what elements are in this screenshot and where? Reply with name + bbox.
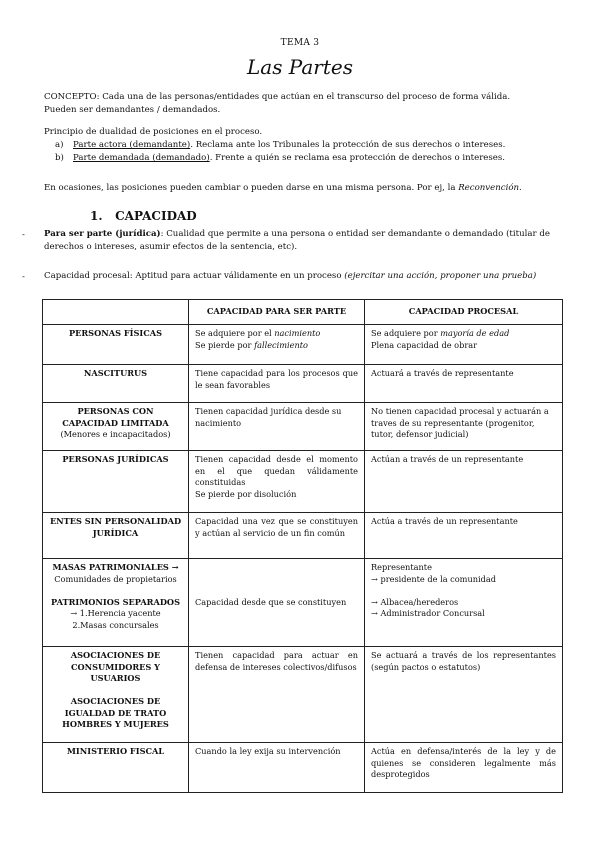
section-number: 1. xyxy=(90,209,103,223)
table-cell: Capacidad desde que se constituyen xyxy=(189,559,365,647)
cell-text: → Administrador Concursal xyxy=(371,608,485,618)
table-cell: No tienen capacidad procesal y actuarán a traves de su representante (progenitor, tutor, defensor judicial) xyxy=(365,403,563,451)
table-cell: Cuando la ley exija su intervención xyxy=(189,743,365,793)
table-row xyxy=(43,365,563,403)
cell-text: → presidente de la comunidad xyxy=(371,573,496,584)
concept-text: : Cada una de las personas/entidades que actúan en el transcurso del proceso de forma válida. Pueden ser demandantes / demandados. xyxy=(44,92,511,115)
cell-text: → Albacea/herederos xyxy=(371,596,459,607)
cell-text: Tienen capacidad desde el momento en el que quedan válidamente constituidas xyxy=(195,454,358,487)
capacity-table xyxy=(42,299,563,793)
concept-paragraph xyxy=(44,91,534,117)
bullet-para-ser-parte xyxy=(44,228,564,254)
table-header-cell: CAPACIDAD PARA SER PARTE xyxy=(189,300,365,325)
item-term: Parte actora (demandante) xyxy=(73,140,191,150)
item-text: . Reclama ante los Tribunales la protección de sus derechos o intereses. xyxy=(190,140,506,150)
cell-italic: fallecimiento xyxy=(254,339,308,350)
table-cell: Actúan a través de un representante xyxy=(365,451,563,513)
table-row xyxy=(43,743,563,793)
row-header-note: (Menores e incapacitados) xyxy=(60,429,171,439)
reconvention-text: En ocasiones, las posiciones pueden cambiar o pueden darse en una misma persona. Por ej, la xyxy=(44,183,459,193)
row-header-note: 2.Masas concursales xyxy=(72,619,159,630)
table-cell xyxy=(365,325,563,365)
table-cell: Tienen capacidad para actuar en defensa de intereses colectivos/difusos xyxy=(189,647,365,743)
cell-text: Se pierde por disolución xyxy=(195,488,297,499)
table-row xyxy=(43,451,563,513)
bullet-text: : Aptitud para actuar válidamente en un proceso xyxy=(129,271,345,281)
table-cell xyxy=(189,451,365,513)
row-header xyxy=(43,647,189,743)
row-header-text: PERSONAS FÍSICAS xyxy=(68,328,162,338)
table-row xyxy=(43,559,563,647)
section-title: CAPACIDAD xyxy=(115,209,197,223)
table-cell: Actúa en defensa/interés de la ley y de quienes se consideren legalmente más desprotegidos xyxy=(365,743,563,793)
row-header-note: → 1.Herencia yacente xyxy=(70,608,161,618)
table-cell: Actúa a través de un representante xyxy=(365,513,563,559)
bullet-marker: - xyxy=(22,272,25,282)
topic-number: TEMA 3 xyxy=(280,38,320,48)
table-row xyxy=(43,403,563,451)
table-header-cell: CAPACIDAD PROCESAL xyxy=(365,300,563,325)
table-row xyxy=(43,647,563,743)
principle-heading: Principio de dualidad de posiciones en el proceso. xyxy=(44,127,263,137)
table-cell: Tiene capacidad para los procesos que le sean favorables xyxy=(189,365,365,403)
row-header-text: PATRIMONIOS SEPARADOS xyxy=(51,596,180,607)
row-header: NASCITURUS xyxy=(43,365,189,403)
reconvention-end: . xyxy=(519,183,522,193)
row-header-text: PERSONAS CON CAPACIDAD LIMITADA xyxy=(62,406,169,428)
item-marker: b) xyxy=(55,153,64,163)
table-cell xyxy=(189,325,365,365)
cell-text: Representante xyxy=(371,562,432,572)
table-cell xyxy=(365,559,563,647)
item-text: . Frente a quién se reclama esa protección de derechos o intereses. xyxy=(209,153,506,163)
section-heading xyxy=(90,209,197,223)
row-header: MINISTERIO FISCAL xyxy=(43,743,189,793)
reconvention-term: Reconvención xyxy=(458,183,520,193)
bullet-term: Para ser parte (jurídica) xyxy=(44,229,161,239)
row-header-note: Comunidades de propietarios xyxy=(54,573,177,584)
bullet-italic: (ejercitar una acción, proponer una prueba) xyxy=(344,271,537,281)
row-header-text: ASOCIACIONES DE CONSUMIDORES Y USUARIOS xyxy=(70,650,161,683)
principle-item-b xyxy=(55,152,505,165)
table-cell: Se actuará a través de los representantes (según pactos o estatutos) xyxy=(365,647,563,743)
concept-label: CONCEPTO xyxy=(44,92,97,102)
row-header-text: ASOCIACIONES DE IGUALDAD DE TRATO HOMBRES Y MUJERES xyxy=(62,696,169,729)
cell-text: Plena capacidad de obrar xyxy=(371,339,478,350)
table-row xyxy=(43,325,563,365)
cell-italic: mayoría de edad xyxy=(440,328,510,338)
cell-italic: nacimiento xyxy=(274,328,321,338)
row-header xyxy=(43,325,189,365)
table-header-row xyxy=(43,300,563,325)
item-marker: a) xyxy=(55,140,64,150)
row-header xyxy=(43,559,189,647)
table-cell: Actuará a través de representante xyxy=(365,365,563,403)
bullet-term: Capacidad procesal xyxy=(44,271,130,281)
principle-item-a xyxy=(55,139,505,152)
item-term: Parte demandada (demandado) xyxy=(73,153,210,163)
table-cell: Capacidad una vez que se constituyen y actúan al servicio de un fin común xyxy=(189,513,365,559)
cell-text: Se adquiere por xyxy=(371,328,441,338)
row-header-text: MASAS PATRIMONIALES → xyxy=(52,562,179,572)
row-header: ENTES SIN PERSONALIDAD JURÍDICA xyxy=(43,513,189,559)
row-header xyxy=(43,403,189,451)
table-row xyxy=(43,513,563,559)
row-header: PERSONAS JURÍDICAS xyxy=(43,451,189,513)
reconvention-paragraph xyxy=(44,182,522,195)
bullet-marker: - xyxy=(22,230,25,240)
page-title: Las Partes xyxy=(246,55,353,79)
cell-text: Se adquiere por el xyxy=(195,328,275,338)
table-header-cell xyxy=(43,300,189,325)
bullet-capacidad-procesal xyxy=(44,270,574,283)
cell-text: Se pierde por xyxy=(195,339,255,350)
bullet-text: : Cualidad que permite a una persona o entidad ser demandante o demandado (titular de derechos o intereses, asumir efectos de la sentencia, etc). xyxy=(44,229,550,252)
table-cell: Tienen capacidad jurídica desde su nacimiento xyxy=(189,403,365,451)
